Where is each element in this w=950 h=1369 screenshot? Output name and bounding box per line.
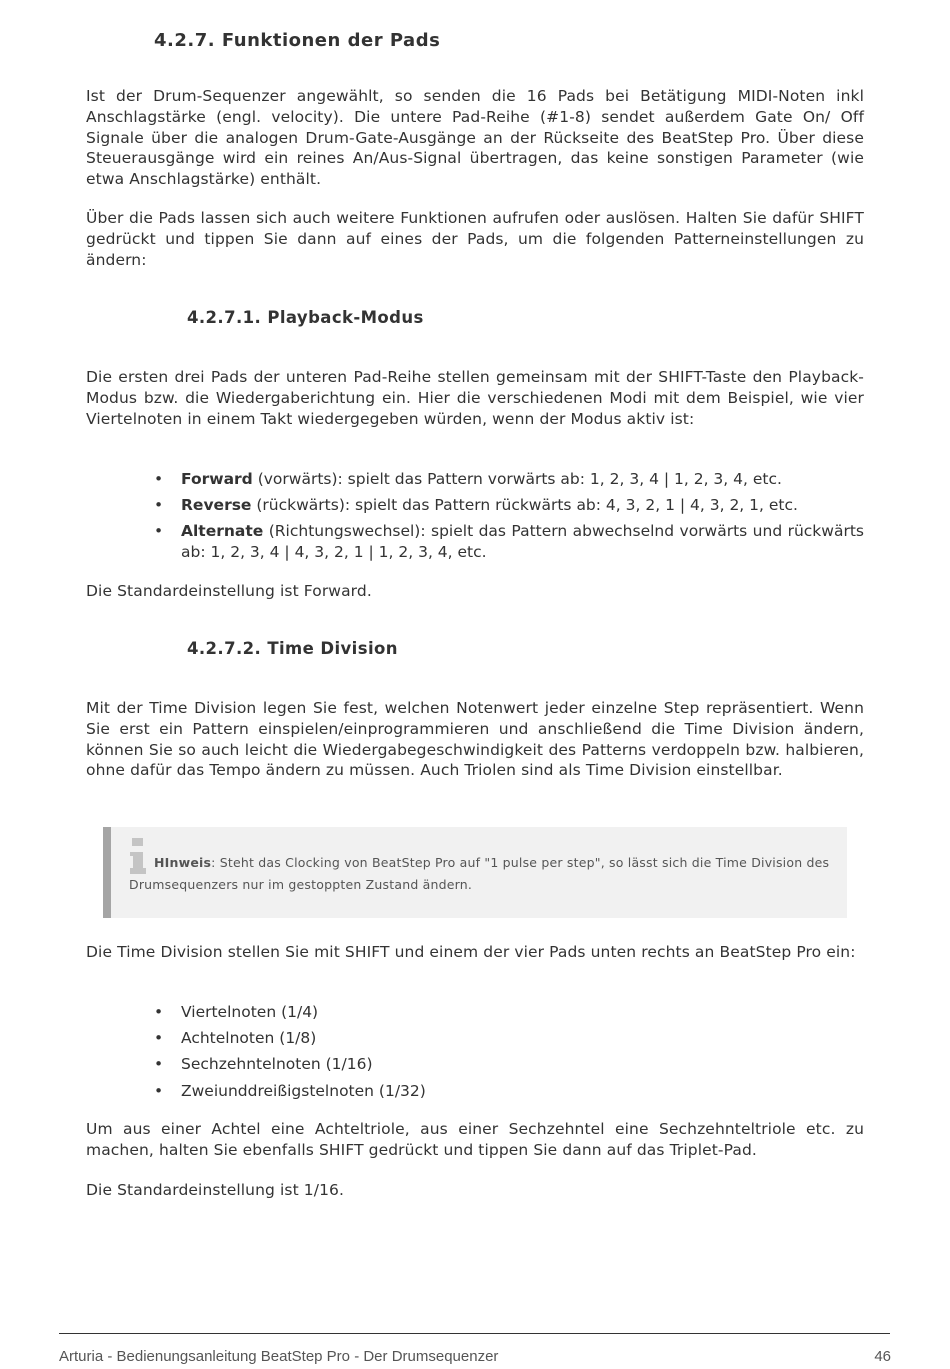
paragraph-pads-functions: Über die Pads lassen sich auch weitere Funktionen aufrufen oder auslösen. Halten Sie dafür SHIFT gedrückt und tippen Sie dann auf eines der Pads, um die folgenden Patterneinstellungen zu ändern: (86, 209, 864, 269)
list-text: (vorwärts): spielt das Pattern vorwärts ab: 1, 2, 3, 4 | 1, 2, 3, 4, etc. (252, 470, 782, 488)
list-term: Forward (181, 470, 253, 488)
paragraph-default-forward: Die Standardeinstellung ist Forward. (86, 582, 372, 600)
bullet: • (154, 522, 164, 541)
footer-divider (59, 1333, 890, 1334)
paragraph-default-division: Die Standardeinstellung ist 1/16. (86, 1181, 345, 1199)
section-heading: 4.2.7. Funktionen der Pads (154, 30, 441, 51)
note-text (129, 852, 835, 896)
subheading-time-division: 4.2.7.2. Time Division (187, 639, 398, 658)
list-text: (rückwärts): spielt das Pattern rückwärts ab: 4, 3, 2, 1 | 4, 3, 2, 1, etc. (251, 496, 798, 515)
note-box (103, 827, 847, 918)
paragraph-playback: Die ersten drei Pads der unteren Pad-Reihe stellen gemeinsam mit der SHIFT-Taste den Playback-Modus bzw. die Wiedergaberichtung ein. Hier die verschiedenen Modi mit dem Beispiel, wie vier Viertelnoten in einem Takt wiedergegeben würden, wenn der Modus aktiv ist: (86, 368, 864, 428)
list-item (154, 1054, 864, 1075)
list-item (154, 1028, 864, 1049)
list-item (154, 495, 864, 516)
playback-mode-list (154, 469, 864, 568)
list-item (154, 1002, 864, 1023)
bullet: • (154, 470, 164, 488)
paragraph-intro: Ist der Drum-Sequenzer angewählt, so senden die 16 Pads bei Betätigung MIDI-Noten inkl Anschlagstärke (engl. velocity). Die untere Pad-Reihe (#1-8) sendet außerdem Gate On/ Off Signale über die analogen Drum-Gate-Ausgänge an der Rückseite des BeatStep Pro. Über diese Steuerausgänge wird ein reines An/Aus-Signal übertragen, das keine sonstigen Parameter (wie etwa Anschlagstärke) enthält. (86, 87, 864, 189)
bullet: • (154, 1029, 164, 1048)
subheading-playback-modus: 4.2.7.1. Playback-Modus (187, 308, 424, 327)
paragraph-time-division-setup: Die Time Division stellen Sie mit SHIFT und einem der vier Pads unten rechts an BeatStep Pro ein: (86, 943, 856, 961)
list-text: (Richtungswechsel): spielt das Pattern abwechselnd vorwärts und rückwärts ab: 1, 2, 3, 4 | 4, 3, 2, 1 | 1, 2, 3, 4, etc. (181, 522, 864, 562)
paragraph-time-division: Mit der Time Division legen Sie fest, welchen Notenwert jeder einzelne Step repräsentiert. Wenn Sie erst ein Pattern einspielen/einprogrammieren und anschließend die Time Division ändern, können Sie so auch leicht die Wiedergabegeschwindigkeit des Patterns verdoppeln bzw. halbieren, ohne dafür das Tempo ändern zu müssen. Auch Triolen sind als Time Division einstellbar. (86, 699, 864, 780)
footer-title: Arturia - Bedienungsanleitung BeatStep Pro - Der Drumsequenzer (59, 1348, 499, 1365)
list-item (154, 469, 864, 490)
note-body: : Steht das Clocking von BeatStep Pro auf "1 pulse per step", so lässt sich die Time Division des Drumsequenzers nur im gestoppten Zustand ändern. (129, 855, 830, 892)
note-label: HInweis (154, 855, 212, 870)
page-number: 46 (874, 1348, 891, 1365)
list-text: Viertelnoten (1/4) (181, 1003, 319, 1021)
bullet: • (154, 1081, 164, 1100)
list-text: Sechzehntelnoten (1/16) (181, 1055, 373, 1074)
paragraph-triplet: Um aus einer Achtel eine Achteltriole, aus einer Sechzehntel eine Sechzehnteltriole etc. zu machen, halten Sie ebenfalls SHIFT gedrückt und tippen Sie dann auf das Triplet-Pad. (86, 1120, 864, 1159)
bullet: • (154, 1003, 164, 1021)
list-item (154, 1081, 864, 1102)
bullet: • (154, 1055, 164, 1074)
list-term: Alternate (181, 522, 264, 541)
list-term: Reverse (181, 496, 252, 515)
list-text: Achtelnoten (1/8) (181, 1029, 317, 1048)
bullet: • (154, 496, 164, 515)
list-item (154, 521, 864, 563)
time-division-list (154, 1002, 864, 1107)
list-text: Zweiunddreißigstelnoten (1/32) (181, 1081, 426, 1100)
